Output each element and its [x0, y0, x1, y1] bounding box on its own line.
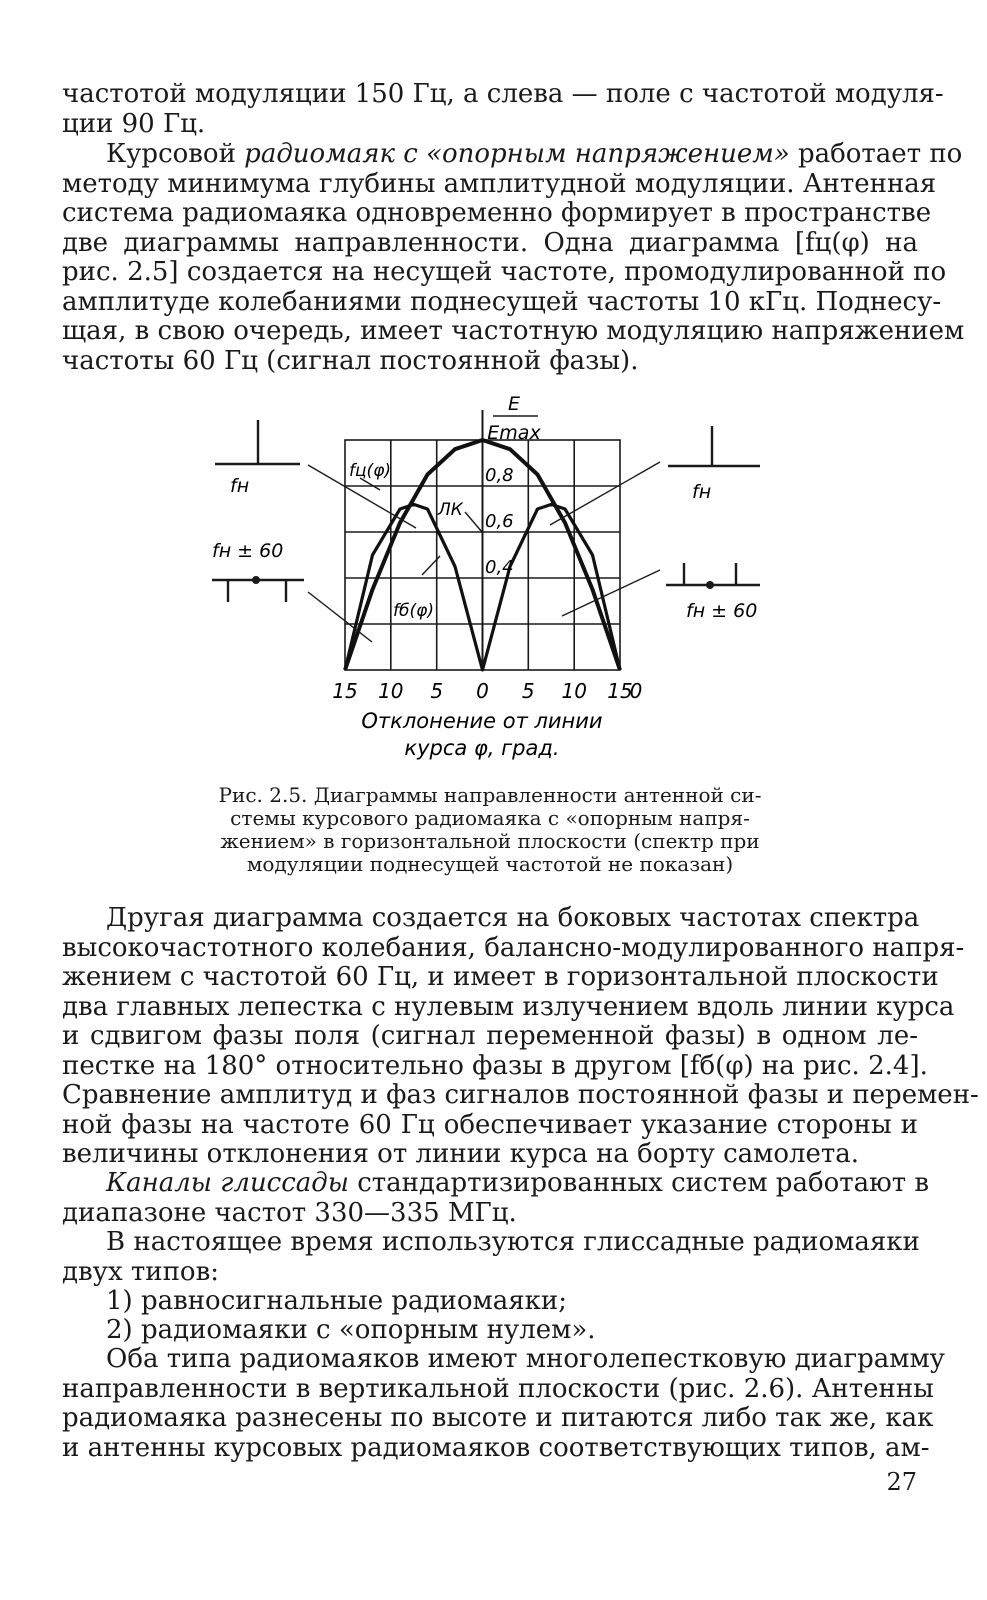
spectrum-sidebands-right — [666, 563, 760, 585]
x-tick-suffix: 0 — [629, 679, 643, 703]
plot-grid — [345, 410, 620, 670]
x-tick-label: 15 — [332, 679, 358, 703]
text-line: методу минимума глубины амплитудной модуляции. Антенная — [62, 168, 937, 199]
label-lk: ЛК — [438, 500, 463, 520]
text-line: двух типов: — [62, 1256, 219, 1287]
caption-line: жением» в горизонтальной плоскости (спектр при — [220, 829, 760, 853]
spectrum-carrier-dot — [252, 576, 260, 584]
paragraph-3 — [62, 903, 979, 1170]
term-glideslope-channels: Каналы глиссады — [106, 1168, 349, 1198]
caption-line: стемы курсового радиомаяка с «опорным напря- — [230, 806, 750, 830]
leader-line — [465, 512, 482, 532]
text-line: две диаграммы направленности. Одна диаграмма [fц(φ) на — [62, 227, 918, 258]
list-item-1 — [62, 1287, 918, 1317]
paragraph-2 — [62, 139, 965, 376]
text-line: Каналы глиссады стандартизированных систем работают в — [106, 1168, 930, 1198]
text-line: Курсовой радиомаяк с «опорным напряжением» работает по — [106, 139, 963, 169]
figure-2-5 — [200, 380, 780, 780]
x-ticks — [332, 679, 642, 703]
text-line: 2) радиомаяки с «опорным нулем». — [106, 1315, 596, 1345]
spectrum-carrier-left-label: fн — [230, 475, 250, 497]
text-line: величины отклонения от линии курса на борту самолета. — [62, 1139, 860, 1169]
text-line: Другая диаграмма создается на боковых частотах спектра — [106, 903, 920, 933]
text-line: и антенны курсовых радиомаяков соответствующих типов, ам- — [62, 1432, 930, 1463]
text-line: Сравнение амплитуд и фаз сигналов постоянной фазы и перемен- — [62, 1080, 979, 1110]
spectrum-carrier-right — [668, 426, 760, 466]
paragraph-5 — [62, 1228, 918, 1287]
text-line: направленности в вертикальной плоскости (рис. 2.6). Антенны — [62, 1373, 934, 1404]
x-tick-label: 10 — [378, 679, 404, 703]
spectrum-carrier-left — [215, 420, 300, 464]
y-tick-label: 0,4 — [485, 557, 514, 578]
text-line: жением с частотой 60 Гц, и имеет в горизонтальной плоскости — [62, 962, 939, 992]
paragraph-4 — [62, 1168, 930, 1228]
text-line: ной фазы на частоте 60 Гц обеспечивает указание стороны и — [62, 1109, 918, 1140]
text-line: 1) равносигнальные радиомаяки; — [106, 1286, 568, 1316]
spectrum-carrier-dot — [706, 581, 714, 589]
paragraph-1 — [62, 79, 944, 139]
page-number: 27 — [886, 1468, 917, 1496]
text-line: высокочастотного колебания, балансно-модулированного напря- — [62, 932, 965, 963]
x-axis-label-line2: курса φ, град. — [404, 736, 560, 760]
spectrum-sidebands-right-label: fн ± 60 — [686, 600, 758, 622]
leader-line — [562, 570, 660, 616]
text-line: два главных лепестка с нулевым излучением вдоль линии курса — [62, 991, 955, 1022]
y-label-denominator: Emax — [487, 422, 541, 444]
text-line: частоты 60 Гц (сигнал постоянной фазы). — [62, 345, 639, 376]
text-line: Оба типа радиомаяков имеют многолепестковую диаграмму — [106, 1344, 945, 1374]
text-line: радиомаяка разнесены по высоте и питаются либо так же, как — [62, 1403, 934, 1433]
text-line: диапазоне частот 330—335 МГц. — [62, 1197, 517, 1228]
text-line: и сдвигом фазы поля (сигнал переменной фазы) в одном ле- — [62, 1021, 918, 1051]
text-line: амплитуде колебаниями поднесущей частоты 10 кГц. Поднесу- — [62, 286, 942, 317]
text-line: щая, в свою очередь, имеет частотную модуляцию напряжением — [62, 316, 965, 346]
x-tick-label: 10 — [561, 679, 587, 703]
figure-caption — [200, 784, 780, 876]
y-tick-label: 0,8 — [485, 465, 514, 486]
x-tick-label: 15 — [607, 679, 633, 703]
text-line: частотой модуляции 150 Гц, а слева — поле с частотой модуля- — [62, 79, 944, 109]
x-tick-label: 5 — [521, 679, 535, 703]
x-axis-label-line1: Отклонение от линии — [361, 709, 603, 733]
label-fb: fб(φ) — [393, 601, 434, 621]
figure-svg — [200, 380, 780, 780]
y-label-numerator: E — [507, 393, 521, 415]
x-tick-label: 0 — [476, 679, 489, 703]
leader-line — [550, 462, 660, 525]
y-tick-label: 0,6 — [485, 511, 514, 532]
caption-line: модуляции поднесущей частотой не показан) — [246, 852, 734, 876]
paragraph-8 — [62, 1344, 945, 1463]
text-line: система радиомаяка одновременно формирует в пространстве — [62, 198, 932, 228]
text-line: В настоящее время используются глиссадные радиомаяки — [106, 1227, 920, 1257]
list-item-2 — [62, 1316, 918, 1346]
caption-line: Рис. 2.5. Диаграммы направленности антенной си- — [218, 783, 762, 807]
text-line: пестке на 180° относительно фазы в другом [fб(φ) на рис. 2.4]. — [62, 1050, 928, 1081]
spectrum-carrier-right-label: fн — [692, 481, 712, 503]
label-fc: fц(φ) — [349, 461, 392, 481]
x-tick-label: 5 — [430, 679, 444, 703]
text-line: ции 90 Гц. — [62, 108, 206, 139]
term-radiobeacon: радиомаяк с «опорным напряжением» — [244, 139, 790, 169]
text-line: рис. 2.5] создается на несущей частоте, промодулированной по — [62, 257, 947, 287]
spectrum-sidebands-left-label: fн ± 60 — [212, 540, 284, 562]
